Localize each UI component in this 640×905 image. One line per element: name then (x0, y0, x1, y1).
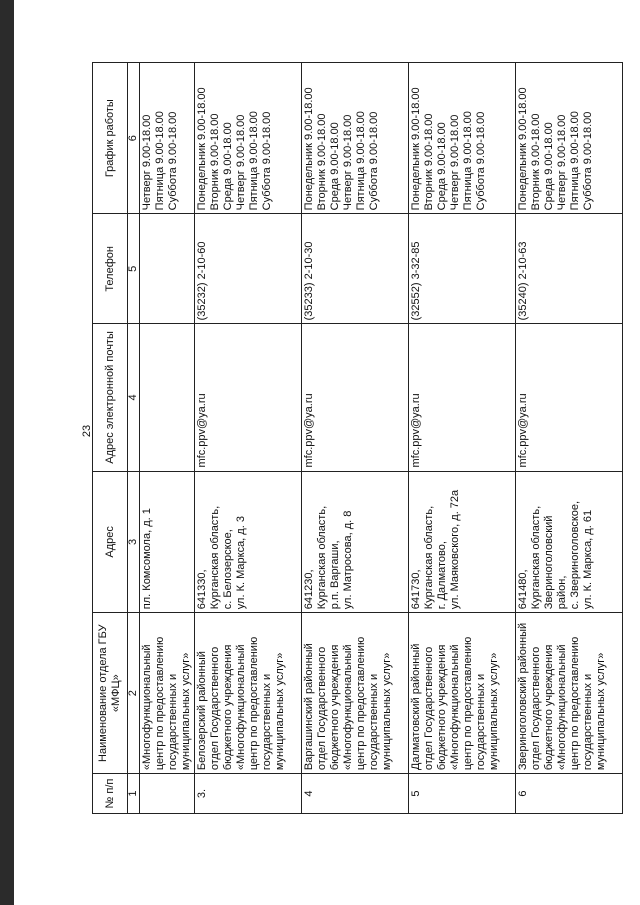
address-line: р.п. Варгаши, (329, 540, 341, 610)
schedule-line: Пятница 9.00-18.00 (248, 111, 260, 211)
name-line: центр по предоставлению (248, 636, 260, 771)
email-cell: mfc.ppv@ya.ru (195, 324, 302, 471)
rotated-table-container (92, 62, 608, 814)
column-number: 5 (128, 214, 140, 324)
schedule-line: Понедельник 9.00-18.00 (196, 87, 208, 211)
name-line: муниципальных услуг» (488, 652, 500, 771)
name-cell (516, 613, 623, 774)
schedule-line: Четверг 9.00-18.00 (342, 114, 354, 211)
header-number: № п/п (93, 774, 128, 814)
address-line: 641730, (410, 569, 422, 610)
schedule-line: Среда 9.00-18.00 (222, 122, 234, 211)
address-line: 641330, (196, 569, 208, 610)
name-line: Варгашинский районный (303, 643, 315, 771)
schedule-line: Суббота 9.00-18.00 (368, 111, 380, 211)
address-line: ул. Матросова, д. 8 (342, 510, 354, 610)
schedule-line: Среда 9.00-18.00 (329, 122, 341, 211)
header-name: Наименование отдела ГБУ «МФЦ» (93, 613, 128, 774)
name-line: «Многофункциональный (235, 644, 247, 771)
name-line: центр по предоставлению (355, 636, 367, 771)
header-phone: Телефон (93, 214, 128, 324)
schedule-line: Пятница 9.00-18.00 (355, 111, 367, 211)
name-line: Белозерский районный (196, 651, 208, 771)
schedule-line: Пятница 9.00-18.00 (462, 111, 474, 211)
schedule-line: Понедельник 9.00-18.00 (517, 87, 529, 211)
name-line: отдел Государственного (530, 646, 542, 771)
address-line: район, (556, 575, 568, 610)
address-cell (195, 471, 302, 613)
name-cell (409, 613, 516, 774)
phone-cell (140, 214, 195, 324)
schedule-line: Четверг 9.00-18.00 (556, 114, 568, 211)
name-line: отдел Государственного (316, 646, 328, 771)
name-line: Звериноголовский районный (517, 622, 529, 771)
schedule-line: Четверг 9.00-18.00 (141, 114, 153, 211)
email-cell: mfc.ppv@ya.ru (409, 324, 516, 471)
name-line: отдел Государственного (209, 646, 221, 771)
schedule-line: Понедельник 9.00-18.00 (303, 87, 315, 211)
name-line: «Многофункциональный (342, 644, 354, 771)
name-cell (302, 613, 409, 774)
schedule-line: Пятница 9.00-18.00 (154, 111, 166, 211)
name-line: центр по предоставлению (154, 636, 166, 771)
schedule-cell (409, 63, 516, 214)
address-cell (302, 471, 409, 613)
name-line: муниципальных услуг» (180, 652, 192, 771)
address-line: Звериноголовский (543, 515, 555, 610)
schedule-line: Среда 9.00-18.00 (543, 122, 555, 211)
table-header-row (93, 63, 128, 814)
name-line: Далматовский районный (410, 643, 422, 771)
column-number: 6 (128, 63, 140, 214)
name-line: бюджетного учреждения (329, 644, 341, 771)
row-number-cell: 3. (195, 774, 302, 814)
name-line: государственных и (475, 673, 487, 771)
table-body (140, 63, 623, 814)
name-line: бюджетного учреждения (543, 644, 555, 771)
name-line: муниципальных услуг» (274, 652, 286, 771)
email-cell: mfc.ppv@ya.ru (516, 324, 623, 471)
schedule-line: Четверг 9.00-18.00 (235, 114, 247, 211)
email-cell: mfc.ppv@ya.ru (302, 324, 409, 471)
address-line: ул. К. Маркса, д. 61 (582, 509, 594, 610)
schedule-line: Суббота 9.00-18.00 (582, 111, 594, 211)
page-number: 23 (81, 424, 93, 438)
schedule-line: Суббота 9.00-18.00 (261, 111, 273, 211)
schedule-line: Вторник 9.00-18.00 (423, 113, 435, 211)
column-number: 1 (128, 774, 140, 814)
address-line: с. Звериноголовское, (569, 500, 581, 610)
name-line: центр по предоставлению (462, 636, 474, 771)
row-number-cell (140, 774, 195, 814)
email-cell (140, 324, 195, 471)
table-row (195, 63, 302, 814)
table-row (302, 63, 409, 814)
schedule-line: Вторник 9.00-18.00 (209, 113, 221, 211)
name-line: «Многофункциональный (141, 644, 153, 771)
table-row (516, 63, 623, 814)
name-cell (140, 613, 195, 774)
phone-cell: (35232) 2-10-60 (195, 214, 302, 324)
address-line: Курганская область, (316, 505, 328, 610)
schedule-line: Вторник 9.00-18.00 (530, 113, 542, 211)
address-cell (409, 471, 516, 613)
schedule-line: Суббота 9.00-18.00 (475, 111, 487, 211)
address-line: 641480, (517, 569, 529, 610)
schedule-line: Пятница 9.00-18.00 (569, 111, 581, 211)
phone-cell: (35240) 2-10-63 (516, 214, 623, 324)
name-line: государственных и (261, 673, 273, 771)
address-line: Курганская область, (209, 505, 221, 610)
address-line: Курганская область, (423, 505, 435, 610)
row-number-cell: 4 (302, 774, 409, 814)
address-line: ул. К. Маркса, д. 3 (235, 516, 247, 610)
address-line: г. Далматово, (436, 541, 448, 610)
scan-edge (0, 0, 14, 905)
address-line: Курганская область, (530, 505, 542, 610)
name-line: бюджетного учреждения (222, 644, 234, 771)
schedule-cell (195, 63, 302, 214)
column-number: 4 (128, 324, 140, 471)
schedule-line: Суббота 9.00-18.00 (167, 111, 179, 211)
address-cell (140, 471, 195, 613)
name-line: государственных и (167, 673, 179, 771)
phone-cell: (35233) 2-10-30 (302, 214, 409, 324)
name-line: муниципальных услуг» (595, 652, 607, 771)
phone-cell: (32552) 3-32-85 (409, 214, 516, 324)
schedule-line: Четверг 9.00-18.00 (449, 114, 461, 211)
header-address: Адрес (93, 471, 128, 613)
address-line: с. Белозерское, (222, 529, 234, 610)
table-row (409, 63, 516, 814)
name-line: бюджетного учреждения (436, 644, 448, 771)
name-cell (195, 613, 302, 774)
name-line: муниципальных услуг» (381, 652, 393, 771)
row-number-cell: 5 (409, 774, 516, 814)
name-line: государственных и (368, 673, 380, 771)
schedule-cell (516, 63, 623, 214)
column-number: 2 (128, 613, 140, 774)
schedule-line: Вторник 9.00-18.00 (316, 113, 328, 211)
name-line: центр по предоставлению (569, 636, 581, 771)
header-schedule: График работы (93, 63, 128, 214)
name-line: государственных и (582, 673, 594, 771)
address-cell (516, 471, 623, 613)
address-line: 641230, (303, 569, 315, 610)
schedule-line: Понедельник 9.00-18.00 (410, 87, 422, 211)
row-number-cell: 6 (516, 774, 623, 814)
schedule-cell (140, 63, 195, 214)
address-line: ул. Маяковского, д. 72а (449, 489, 461, 610)
column-number-row (128, 63, 140, 814)
name-line: «Многофункциональный (449, 644, 461, 771)
schedule-cell (302, 63, 409, 214)
mfc-table (92, 62, 623, 814)
address-line: пл. Комсомола, д. 1 (141, 508, 153, 610)
table-row (140, 63, 195, 814)
column-number: 3 (128, 471, 140, 613)
header-email: Адрес электронной почты (93, 324, 128, 471)
name-line: «Многофункциональный (556, 644, 568, 771)
schedule-line: Среда 9.00-18.00 (436, 122, 448, 211)
name-line: отдел Государственного (423, 646, 435, 771)
